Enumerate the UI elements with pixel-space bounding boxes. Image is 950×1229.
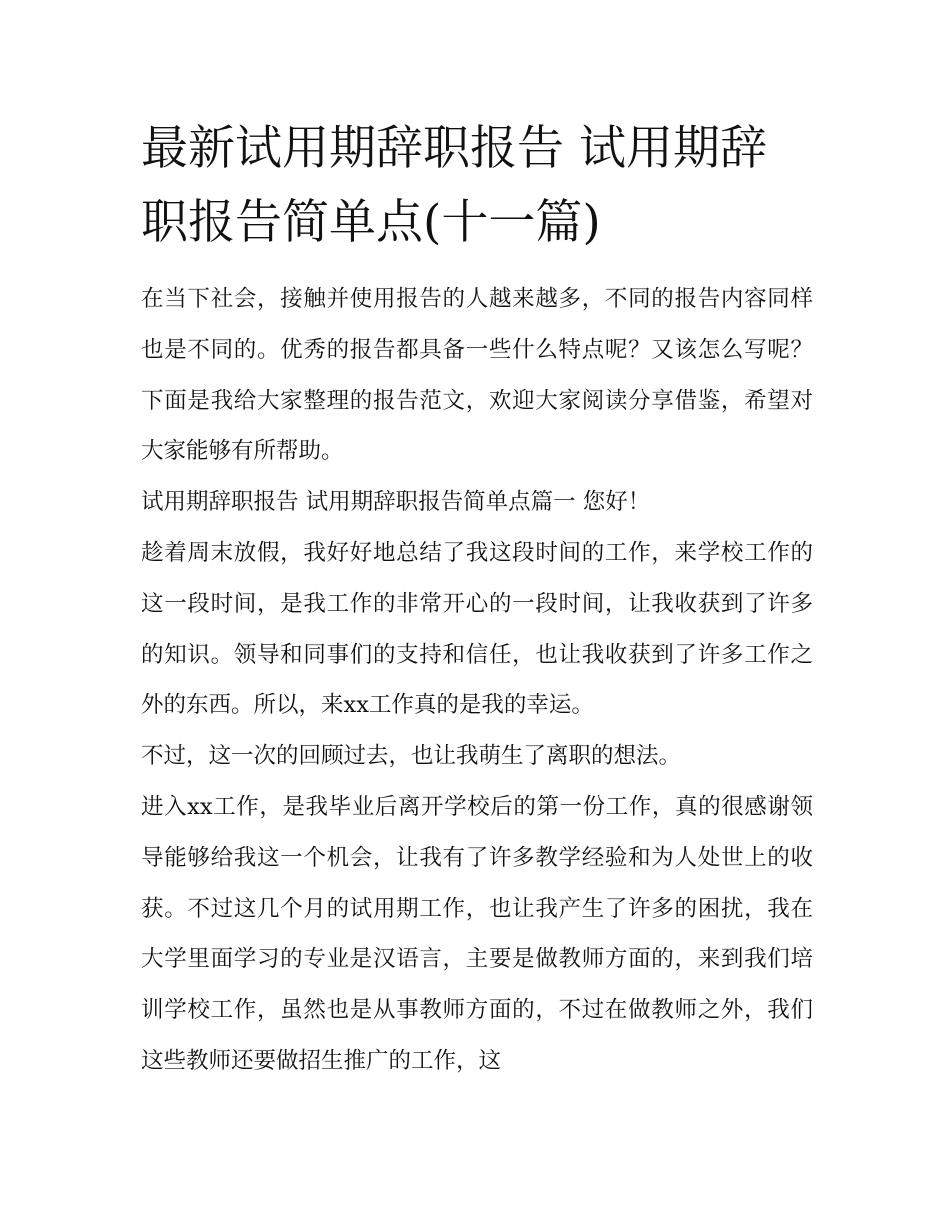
paragraph-section-heading: 试用期辞职报告 试用期辞职报告简单点篇一 您好！ — [141, 489, 651, 516]
document-content — [141, 112, 813, 1087]
paragraph-body-1: 趁着周末放假，我好好地总结了我这段时间的工作，来学校工作的这一段时间，是我工作的非常开心的一段时间，让我收获到了许多的知识。领导和同事们的支持和信任，也让我收获到了许多工作之外的东西。所以，来xx工作真的是我的幸运。 — [141, 539, 813, 719]
document-body — [141, 274, 813, 1087]
paragraph-body-3: 进入xx工作，是我毕业后离开学校后的第一份工作，真的很感谢领导能够给我这一个机会，让我有了许多教学经验和为人处世上的收获。不过这几个月的试用期工作，也让我产生了许多的困扰，我在大学里面学习的专业是汉语言，主要是做教师方面的，来到我们培训学校工作，虽然也是从事教师方面的，不过在做教师之外，我们这些教师还要做招生推广的工作，这 — [141, 793, 813, 1074]
document-title: 最新试用期辞职报告 试用期辞职报告简单点(十一篇) — [141, 121, 767, 250]
paragraph-body-2: 不过，这一次的回顾过去，也让我萌生了离职的想法。 — [141, 743, 682, 770]
paragraph-intro: 在当下社会，接触并使用报告的人越来越多，不同的报告内容同样也是不同的。优秀的报告都具备一些什么特点呢？又该怎么写呢？下面是我给大家整理的报告范文，欢迎大家阅读分享借鉴，希望对大家能够有所帮助。 — [141, 286, 813, 465]
